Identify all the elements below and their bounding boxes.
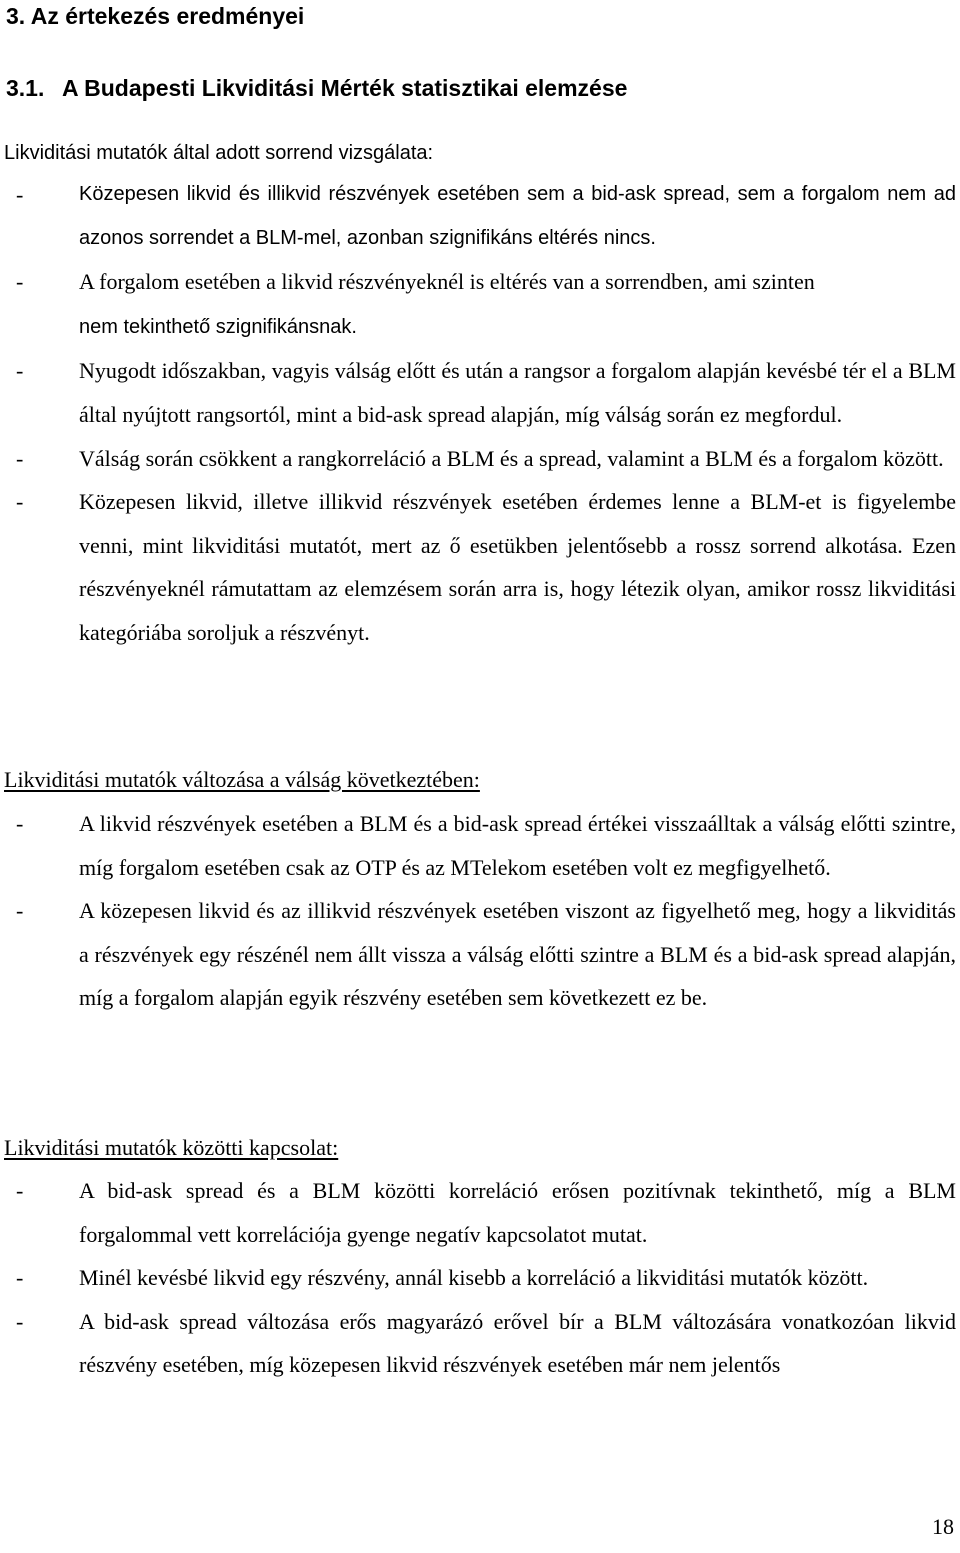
page-number: 18	[932, 1514, 954, 1539]
ranking-findings-list	[0, 173, 960, 655]
dash-bullet: -	[16, 1308, 24, 1334]
chapter-heading: 3. Az értekezés eredményei	[6, 3, 305, 29]
list-item-text: Nyugodt időszakban, vagyis válság előtt és után a rangsor a forgalom alapján kevésbé tér el a BLM által nyújtott rangsortól, mint a bid-ask spread alapján, míg válság során ez megfordul.	[79, 358, 956, 427]
list-item	[0, 173, 960, 260]
list-item-text: A közepesen likvid és az illikvid részvények esetében viszont az figyelhető meg, hogy a likviditás a részvények egy részénél nem állt vissza a válság előtti szintre a BLM és a bid-ask spread alapján, míg a forgalom alapján egyik részvény esetében sem következett ez be.	[79, 898, 956, 1011]
list-item	[0, 889, 960, 1020]
list-item	[0, 480, 960, 654]
list-item-text: Közepesen likvid, illetve illikvid részvények esetében érdemes lenne a BLM-et is figyelembe venni, mint likviditási mutatót, mert az ő esetükben jelentősebb a rossz sorrend alkotása. Ezen részvényeknél rámutattam az elemzésem során arra is, hogy létezik olyan, amikor rossz likviditási kategóriába soroljuk a részvényt.	[79, 489, 956, 645]
dash-bullet: -	[16, 1178, 24, 1203]
subsection-title-relationship: Likviditási mutatók közötti kapcsolat:	[4, 1135, 339, 1160]
crisis-change-findings-list	[0, 802, 960, 1020]
subsection-title-ranking	[4, 137, 433, 168]
list-item	[0, 1256, 960, 1300]
list-item-text: A bid-ask spread változása erős magyarázó erővel bír a BLM változására vonatkozóan likvid részvény esetében, míg közepesen likvid részvények esetében már nem jelentős	[79, 1308, 956, 1378]
subsection-title-ranking-text: Likviditási mutatók által adott sorrend vizsgálata:	[4, 142, 434, 164]
list-item	[0, 437, 960, 481]
list-item	[0, 260, 960, 349]
dash-bullet: -	[16, 358, 24, 384]
list-item	[0, 1169, 960, 1256]
dash-bullet: -	[16, 182, 24, 207]
list-item-text-continuation: nem tekinthető szignifikánsnak.	[79, 315, 357, 338]
list-item-text: Közepesen likvid és illikvid részvények esetében sem a bid-ask spread, sem a forgalom nem ad azonos sorrendet a BLM-mel, azonban szignifikáns eltérés nincs.	[79, 183, 956, 249]
dash-bullet: -	[16, 489, 24, 515]
dash-bullet: -	[16, 445, 24, 471]
list-item-text: Minél kevésbé likvid egy részvény, annál kisebb a korreláció a likviditási mutatók között.	[79, 1265, 869, 1291]
section-heading	[6, 74, 627, 102]
list-item	[0, 1300, 960, 1387]
list-item	[0, 349, 960, 436]
dash-bullet: -	[16, 898, 24, 924]
list-item-text: A likvid részvények esetében a BLM és a bid-ask spread értékei visszaálltak a válság előtti szintre, míg forgalom esetében csak az OTP és az MTelekom esetében volt ez megfigyelhető.	[79, 811, 956, 880]
section-number: 3.1.	[6, 75, 45, 101]
subsection-title-crisis-change: Likviditási mutatók változása a válság következtében:	[4, 767, 480, 792]
list-item-text: Válság során csökkent a rangkorreláció a BLM és a spread, valamint a BLM és a forgalom között.	[79, 445, 944, 471]
list-item-text: A forgalom esetében a likvid részvényeknél is eltérés van a sorrendben, ami szinten	[79, 269, 815, 295]
dash-bullet: -	[16, 811, 24, 836]
list-item-text: A bid-ask spread és a BLM közötti korreláció erősen pozitívnak tekinthető, míg a BLM forgalommal vett korrelációja gyenge negatív kapcsolatot mutat.	[79, 1178, 956, 1247]
section-title: A Budapesti Likviditási Mérték statisztikai elemzése	[62, 75, 628, 101]
list-item	[0, 802, 960, 889]
dash-bullet: -	[16, 1265, 24, 1291]
dash-bullet: -	[16, 269, 24, 295]
relationship-findings-list	[0, 1169, 960, 1387]
